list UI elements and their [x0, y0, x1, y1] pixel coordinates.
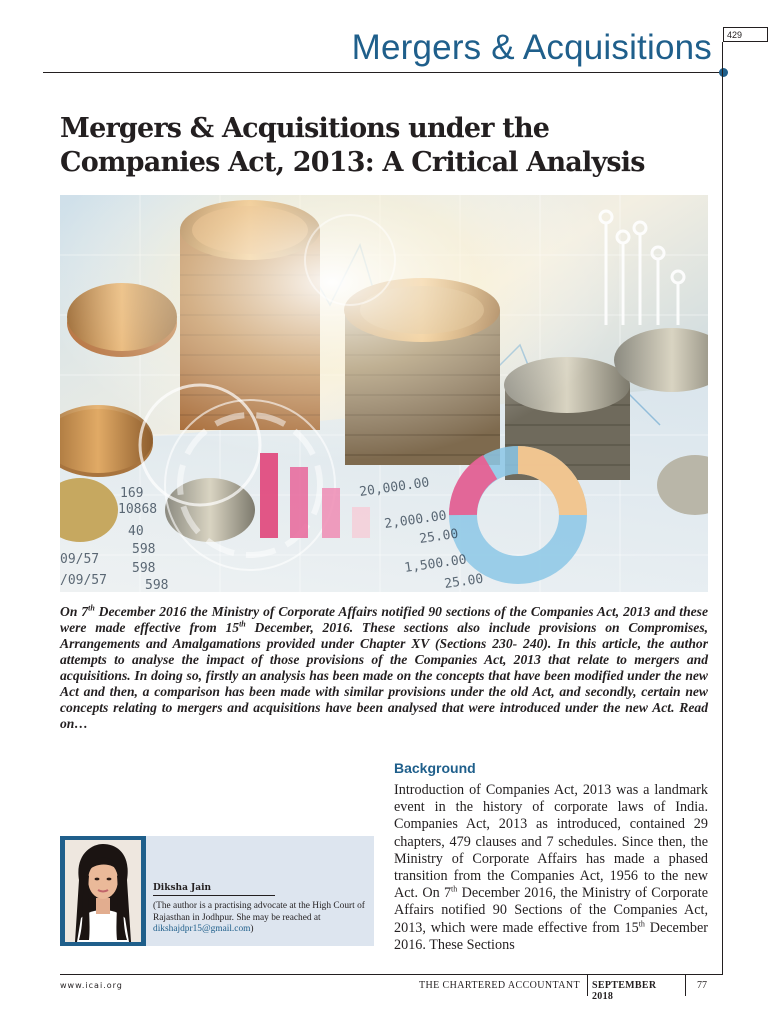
svg-text:169: 169	[120, 486, 144, 501]
article-intro: On 7th December 2016 the Ministry of Corporate Affairs notified 90 sections of the Companies Act, 2013 and these were made effective from 15th December, 2016. These sections also include provisions on Compromises, Arrangements and Amalgamations provided under Chapter XV (Sections 230- 240). In this article, the author attempts to analyse the impact of those provisions of the Companies Act, 2013 that relate to mergers and acquisitions. In doing so, firstly an analysis has been made on the concepts that have been modified under the new Act and then, a comparison has been made with similar provisions under the old Act, and secondly, certain new concepts relating to mergers and acquisitions have been analysed that were introduced under the new Act. Read on…	[60, 603, 709, 731]
article-title-line-1: Mergers & Acquisitions under the	[60, 113, 550, 144]
author-name: Diksha Jain	[153, 883, 275, 896]
author-bio: (The author is a practising advocate at the High Court of Rajasthan in Jodhpur. She may be reached at dikshajdpr15@gmail.com)	[153, 901, 365, 934]
footer-separator	[587, 975, 588, 996]
footer-website[interactable]: www.icai.org	[60, 981, 123, 990]
section-title: Mergers & Acquisitions	[351, 28, 712, 67]
svg-text:40: 40	[128, 524, 144, 539]
footer-rule	[60, 974, 723, 975]
svg-text:20,000.00: 20,000.00	[358, 475, 431, 500]
svg-text:/09/57: /09/57	[60, 573, 107, 588]
footer-page-number: 77	[697, 980, 707, 991]
header-dot	[719, 68, 728, 77]
coins-and-financial-charts-image	[60, 195, 708, 592]
footer-issue-date: SEPTEMBER 2018	[592, 980, 657, 1002]
svg-text:09/57: 09/57	[60, 552, 100, 567]
footer-separator	[685, 975, 686, 996]
svg-text:25.00: 25.00	[443, 571, 485, 592]
header-rule	[43, 72, 723, 73]
article-title-line-2: Companies Act, 2013: A Critical Analysis	[60, 147, 645, 178]
author-photo	[65, 840, 141, 942]
svg-text:1,500.00: 1,500.00	[403, 552, 468, 576]
svg-text:598: 598	[132, 561, 156, 576]
svg-text:598: 598	[145, 578, 169, 592]
right-margin-rule	[722, 42, 723, 975]
svg-text:2,000.00: 2,000.00	[383, 508, 448, 532]
svg-text:10868: 10868	[118, 502, 158, 517]
svg-text:598: 598	[132, 542, 156, 557]
footer-journal-name: THE CHARTERED ACCOUNTANT	[419, 980, 580, 991]
svg-text:25.00: 25.00	[418, 526, 460, 547]
page-tab: 429	[723, 27, 768, 42]
author-email-link[interactable]: dikshajdpr15@gmail.com	[153, 924, 251, 934]
background-heading: Background	[394, 760, 476, 776]
background-body: Introduction of Companies Act, 2013 was a landmark event in the history of corporate laws of India. Companies Act, 2013 as introduced, contained 29 chapters, 479 clauses and 7 schedules. Since then, the Ministry of Corporate Affairs has made a phased transition from the Companies Act, 1956 to the new Act. On 7th December 2016, the Ministry of Corporate Affairs notified 90 Sections of the Companies Act, 2013, which were made effective from 15th December 2016. These Sections	[394, 782, 708, 953]
article-title	[60, 112, 700, 180]
